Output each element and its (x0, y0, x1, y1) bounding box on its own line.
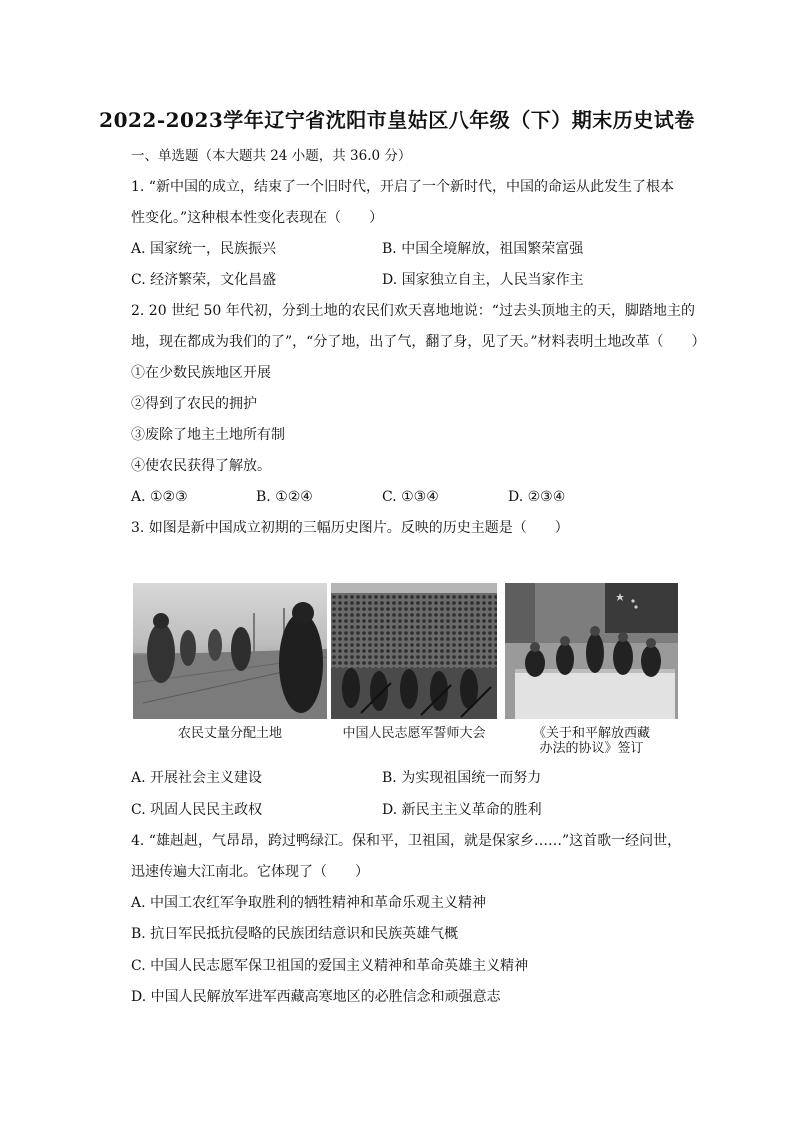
question-1-line-2: 性变化。”这种根本性变化表现在（ ） (131, 210, 384, 226)
caption-tibet-agreement-line-1: 《关于和平解放西藏 (532, 726, 650, 741)
question-2-statement-1: ①在少数民族地区开展 (131, 365, 271, 381)
question-3-option-a[interactable]: A. 开展社会主义建设 (131, 770, 263, 786)
question-2-option-c[interactable]: C. ①③④ (382, 489, 439, 505)
photo-land-measuring (133, 583, 327, 719)
photo-volunteer-army-rally (331, 583, 497, 719)
question-2-line-2: 地，现在都成为我们的了”，“分了地，出了气，翻了身，见了天。”材料表明土地改革（ ） (131, 334, 706, 350)
caption-volunteer-army-rally: 中国人民志愿军誓师大会 (342, 726, 486, 741)
question-3-option-c[interactable]: C. 巩固人民民主政权 (131, 802, 263, 818)
question-3-option-d[interactable]: D. 新民主主义革命的胜利 (382, 802, 542, 818)
question-4-option-a[interactable]: A. 中国工农红军争取胜利的牺牲精神和革命乐观主义精神 (131, 895, 487, 911)
question-1-option-b[interactable]: B. 中国全境解放，祖国繁荣富强 (382, 241, 584, 257)
question-4-option-c[interactable]: C. 中国人民志愿军保卫祖国的爱国主义精神和革命英雄主义精神 (131, 958, 529, 974)
question-4-line-2: 迅速传遍大江南北。它体现了（ ） (131, 864, 369, 880)
question-2-statement-4: ④使农民获得了解放。 (131, 458, 271, 474)
question-1-option-a[interactable]: A. 国家统一，民族振兴 (131, 241, 277, 257)
caption-tibet-agreement-line-2: 办法的协议》签订 (539, 741, 644, 756)
question-4-option-b[interactable]: B. 抗日军民抵抗侵略的民族团结意识和民族英雄气概 (131, 926, 459, 942)
question-2-option-a[interactable]: A. ①②③ (131, 489, 188, 505)
question-2-statement-2: ②得到了农民的拥护 (131, 396, 257, 412)
question-1-option-d[interactable]: D. 国家独立自主，人民当家作主 (382, 272, 584, 288)
section-heading: 一、单选题（本大题共 24 小题，共 36.0 分） (131, 148, 412, 164)
question-4-line-1: 4. “雄赳赳，气昂昂，跨过鸭绿江。保和平，卫祖国，就是保家乡……”这首歌一经问世， (131, 833, 682, 849)
question-4-option-d[interactable]: D. 中国人民解放军进军西藏高寒地区的必胜信念和顽强意志 (131, 989, 501, 1005)
question-2-statement-3: ③废除了地主土地所有制 (131, 427, 285, 443)
question-1-line-1: 1. “新中国的成立，结束了一个旧时代，开启了一个新时代，中国的命运从此发生了根本 (131, 179, 674, 195)
question-2-option-d[interactable]: D. ②③④ (508, 489, 566, 505)
question-1-option-c[interactable]: C. 经济繁荣，文化昌盛 (131, 272, 277, 288)
question-3-option-b[interactable]: B. 为实现祖国统一而努力 (382, 770, 542, 786)
question-2-option-b[interactable]: B. ①②④ (256, 489, 313, 505)
photo-tibet-agreement-signing (505, 583, 678, 719)
caption-land-measuring: 农民丈量分配土地 (177, 726, 282, 741)
exam-title: 2022-2023学年辽宁省沈阳市皇姑区八年级（下）期末历史试卷 (99, 108, 695, 132)
question-3-line-1: 3. 如图是新中国成立初期的三幅历史图片。反映的历史主题是（ ） (131, 520, 569, 536)
question-2-line-1: 2. 20 世纪 50 年代初，分到土地的农民们欢天喜地地说：“过去头顶地主的天，脚踏地主的 (131, 303, 695, 319)
